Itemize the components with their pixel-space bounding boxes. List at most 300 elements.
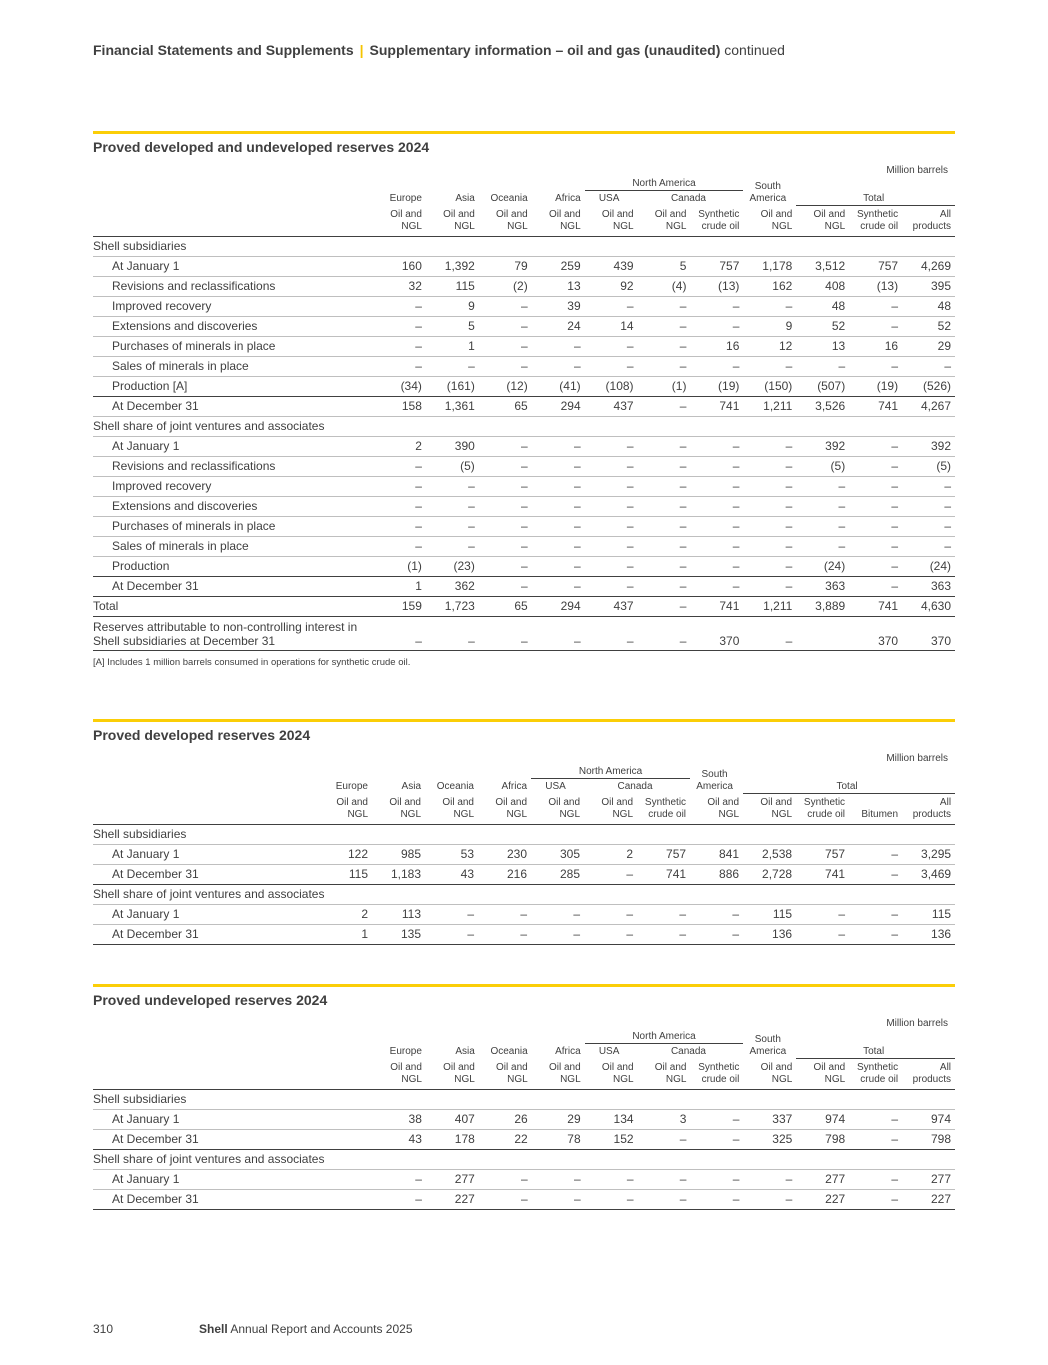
- table-cell: –: [743, 436, 796, 456]
- header-row: [93, 176, 955, 191]
- table-cell: 1,178: [743, 256, 796, 276]
- row-label: [93, 844, 319, 864]
- table-cell: 325: [743, 1129, 796, 1149]
- row-label-text: At December 31: [112, 398, 199, 413]
- table-cell: –: [690, 516, 743, 536]
- table-cell: 2,538: [743, 844, 796, 864]
- table-cell: 3,469: [902, 864, 955, 884]
- table-cell: –: [690, 356, 743, 376]
- table-cell: 741: [690, 596, 743, 616]
- row-label: [93, 496, 373, 516]
- table-cell: –: [638, 296, 691, 316]
- table-cell: 294: [532, 396, 585, 416]
- table-cell: 741: [637, 864, 690, 884]
- row-label: [93, 256, 373, 276]
- header-type-line1: Oil and: [548, 1061, 581, 1073]
- header-type-line2: crude oil: [807, 808, 846, 820]
- row-label: [93, 316, 373, 336]
- table-cell: –: [690, 576, 743, 596]
- table-cell: –: [373, 476, 426, 496]
- row-label: [93, 236, 373, 256]
- table-row: [93, 616, 955, 650]
- table-cell: 1,183: [372, 864, 425, 884]
- row-label: [93, 1169, 373, 1189]
- units-label: Million barrels: [886, 1018, 948, 1029]
- table-cell: –: [690, 556, 743, 576]
- header-type-line1: Oil and: [760, 208, 793, 220]
- header-type-line2: crude oil: [860, 220, 899, 232]
- table-cell: (150): [743, 376, 796, 396]
- row-label-text: Sales of minerals in place: [112, 358, 249, 373]
- table-cell: 16: [690, 336, 743, 356]
- table-cell: 974: [902, 1109, 955, 1129]
- table-cell: –: [532, 1189, 585, 1209]
- row-label: [93, 296, 373, 316]
- header-row: [93, 764, 955, 779]
- table-cell: –: [743, 576, 796, 596]
- table-cell: 115: [426, 276, 479, 296]
- table-row: [93, 904, 955, 924]
- table-cell: 78: [532, 1129, 585, 1149]
- table-cell: 4,267: [902, 396, 955, 416]
- table-cell: –: [690, 904, 743, 924]
- table-cell: –: [796, 476, 849, 496]
- header-type-line1: Oil and: [601, 796, 634, 808]
- table-cell: 230: [478, 844, 531, 864]
- table-cell: –: [796, 356, 849, 376]
- table-cell: 4,269: [902, 256, 955, 276]
- table-cell: –: [638, 1189, 691, 1209]
- header-column-type: [319, 793, 372, 824]
- table-cell: –: [849, 436, 902, 456]
- table-cell: [796, 616, 849, 650]
- table-cell: 741: [796, 864, 849, 884]
- table-cell: 841: [690, 844, 743, 864]
- table-cell: –: [426, 616, 479, 650]
- table-row: [93, 256, 955, 276]
- table-cell: –: [743, 1169, 796, 1189]
- header-type-line1: Oil and: [654, 1061, 687, 1073]
- table-row: [93, 436, 955, 456]
- table-cell: 158: [373, 396, 426, 416]
- table-cell: (13): [690, 276, 743, 296]
- header-column-type: [479, 205, 532, 236]
- header-type-line2: NGL: [454, 1073, 475, 1085]
- table-cell: 362: [426, 576, 479, 596]
- header-type-line1: All: [939, 1061, 952, 1073]
- table-cell: –: [532, 556, 585, 576]
- header-type-line2: NGL: [560, 1073, 581, 1085]
- table-cell: (1): [373, 556, 426, 576]
- reserves-table: [93, 176, 955, 651]
- table-cell: –: [585, 1189, 638, 1209]
- table-cell: –: [743, 296, 796, 316]
- header-type-line1: Oil and: [389, 796, 421, 808]
- header-type-line1: Oil and: [760, 796, 793, 808]
- row-label-text: Shell share of joint ventures and associates: [93, 1151, 325, 1166]
- table-cell: (507): [796, 376, 849, 396]
- table-cell: –: [690, 1169, 743, 1189]
- header-type-line2: NGL: [559, 808, 581, 820]
- group-row: [93, 1149, 955, 1169]
- table-cell: 52: [796, 316, 849, 336]
- header-south-america: [743, 176, 796, 205]
- table-cell: 227: [796, 1189, 849, 1209]
- header-type-line1: Oil and: [813, 208, 846, 220]
- table-row: [93, 1169, 955, 1189]
- row-label: [93, 1149, 373, 1169]
- table-cell: –: [849, 456, 902, 476]
- header-column-type: [426, 1058, 479, 1089]
- header-type-line1: Synthetic: [698, 208, 740, 220]
- row-label-text-2: Shell subsidiaries at December 31: [93, 633, 276, 648]
- table-cell: 277: [902, 1169, 955, 1189]
- table-cell: 1: [319, 924, 372, 944]
- footer-brand: Shell: [199, 1322, 228, 1336]
- table-cell: 92: [585, 276, 638, 296]
- header-region: Europe: [389, 1046, 422, 1057]
- table-cell: 79: [479, 256, 532, 276]
- table-cell: –: [373, 1169, 426, 1189]
- table-cell: –: [690, 1129, 743, 1149]
- header-region: Asia: [455, 193, 475, 204]
- header-type-line1: Oil and: [443, 1061, 475, 1073]
- row-label-text: Improved recovery: [112, 478, 212, 493]
- header-type-line2: products: [912, 1073, 952, 1085]
- table-cell: –: [690, 456, 743, 476]
- header-column-type: [638, 205, 691, 236]
- section-title: Proved developed reserves 2024: [93, 727, 311, 743]
- row-label: [93, 576, 373, 596]
- table-cell: –: [585, 616, 638, 650]
- table-cell: –: [532, 616, 585, 650]
- table-cell: –: [532, 336, 585, 356]
- table-cell: 285: [531, 864, 584, 884]
- table-cell: –: [638, 576, 691, 596]
- header-type-line2: NGL: [507, 220, 528, 232]
- row-label-text: At December 31: [112, 578, 199, 593]
- table-cell: –: [743, 456, 796, 476]
- table-cell: 113: [372, 904, 425, 924]
- row-label: [93, 536, 373, 556]
- table-cell: –: [479, 456, 532, 476]
- header-column-type: [849, 793, 902, 824]
- table-row: [93, 336, 955, 356]
- header-usa: USA: [545, 781, 566, 792]
- section-rule: [93, 719, 955, 722]
- table-cell: –: [585, 516, 638, 536]
- header-column-type: [638, 1058, 691, 1089]
- table-cell: 136: [743, 924, 796, 944]
- table-cell: 437: [585, 596, 638, 616]
- table-cell: –: [638, 556, 691, 576]
- table-cell: 43: [373, 1129, 426, 1149]
- header-type-line2: NGL: [771, 1073, 793, 1085]
- header-type-line1: Synthetic: [698, 1061, 740, 1073]
- header-type-line1: All: [939, 796, 952, 808]
- table-cell: –: [373, 1189, 426, 1209]
- header-total: Total: [743, 779, 955, 794]
- table-cell: 277: [426, 1169, 479, 1189]
- table-cell: 370: [690, 616, 743, 650]
- header-type-line2: NGL: [612, 1073, 634, 1085]
- table-cell: –: [690, 1189, 743, 1209]
- header-row: [93, 1029, 955, 1044]
- header-type-line1: Oil and: [548, 208, 581, 220]
- header-column-type: [532, 1058, 585, 1089]
- table-cell: –: [902, 356, 955, 376]
- header-type-line1: Synthetic: [856, 1061, 899, 1073]
- table-cell: –: [743, 1189, 796, 1209]
- table-cell: 2,728: [743, 864, 796, 884]
- table-cell: –: [531, 904, 584, 924]
- table-cell: 12: [743, 336, 796, 356]
- table-cell: –: [743, 356, 796, 376]
- header-total: Total: [796, 191, 955, 206]
- table-row: [93, 556, 955, 576]
- header-type-line2: products: [912, 808, 952, 820]
- table-cell: 757: [637, 844, 690, 864]
- group-row: [93, 236, 955, 256]
- header-type-line2: NGL: [771, 220, 793, 232]
- table-cell: –: [743, 556, 796, 576]
- table-cell: 26: [479, 1109, 532, 1129]
- header-region: Oceania: [436, 781, 474, 792]
- header-region: Oceania: [490, 193, 528, 204]
- row-label: [93, 336, 373, 356]
- header-column-type: [478, 793, 531, 824]
- header-column-type: [531, 793, 584, 824]
- table-cell: –: [479, 536, 532, 556]
- reserves-table: [93, 1029, 955, 1210]
- table-cell: 2: [373, 436, 426, 456]
- header-row: [93, 1044, 955, 1059]
- header-type-line2: NGL: [507, 1073, 528, 1085]
- row-label: [93, 616, 373, 650]
- header-column-type: [796, 793, 849, 824]
- table-row: [93, 1189, 955, 1209]
- header-column-type: [902, 793, 955, 824]
- header-north-america: North America: [585, 176, 744, 191]
- header-north-america: North America: [531, 764, 690, 779]
- table-row: [93, 296, 955, 316]
- reserves-table: [93, 764, 955, 945]
- table-cell: –: [585, 336, 638, 356]
- header-column-type: [585, 205, 638, 236]
- table-cell: –: [532, 576, 585, 596]
- table-cell: –: [690, 436, 743, 456]
- header-row: [93, 205, 955, 236]
- table-cell: –: [849, 476, 902, 496]
- section-title: Proved undeveloped reserves 2024: [93, 992, 328, 1008]
- table-cell: –: [373, 316, 426, 336]
- table-cell: –: [532, 1169, 585, 1189]
- header-type-line2: NGL: [453, 808, 474, 820]
- header-type-line2: NGL: [347, 808, 368, 820]
- table-cell: –: [478, 904, 531, 924]
- header-type-line2: NGL: [401, 220, 422, 232]
- table-cell: –: [743, 516, 796, 536]
- table-cell: (2): [479, 276, 532, 296]
- header-column-type: [373, 1058, 426, 1089]
- table-cell: 392: [902, 436, 955, 456]
- table-cell: –: [638, 316, 691, 336]
- header-type-line2: NGL: [824, 220, 846, 232]
- table-cell: (24): [796, 556, 849, 576]
- header-column-type: [690, 793, 743, 824]
- table-cell: (5): [902, 456, 955, 476]
- row-label-text: Shell subsidiaries: [93, 238, 187, 253]
- table-cell: –: [479, 316, 532, 336]
- table-cell: –: [479, 556, 532, 576]
- table-cell: 1,392: [426, 256, 479, 276]
- row-label: [93, 436, 373, 456]
- table-cell: –: [532, 496, 585, 516]
- header-continued: continued: [724, 42, 785, 58]
- table-cell: –: [638, 456, 691, 476]
- table-cell: 1,361: [426, 396, 479, 416]
- row-label-text: At January 1: [112, 906, 180, 921]
- header-type-line1: Oil and: [336, 796, 368, 808]
- header-column-type: [426, 205, 479, 236]
- page-number: 310: [93, 1322, 114, 1336]
- table-cell: 757: [690, 256, 743, 276]
- header-type-line1: Oil and: [496, 208, 528, 220]
- table-cell: 798: [902, 1129, 955, 1149]
- table-row: [93, 1109, 955, 1129]
- header-south-line2: America: [749, 193, 787, 204]
- section-title: Proved developed and undeveloped reserves 2024: [93, 139, 430, 155]
- row-label-text: Shell subsidiaries: [93, 1091, 187, 1106]
- row-label-text: Shell share of joint ventures and associates: [93, 886, 325, 901]
- table-cell: –: [849, 1109, 902, 1129]
- row-label: [93, 516, 373, 536]
- table-cell: 392: [796, 436, 849, 456]
- table-cell: –: [796, 496, 849, 516]
- footer-report: Annual Report and Accounts 2025: [230, 1322, 413, 1336]
- table-cell: –: [426, 356, 479, 376]
- row-label-text: Improved recovery: [112, 298, 212, 313]
- table-cell: 363: [796, 576, 849, 596]
- table-cell: –: [902, 476, 955, 496]
- table-cell: –: [373, 356, 426, 376]
- table-cell: –: [584, 904, 637, 924]
- table-cell: 3,295: [902, 844, 955, 864]
- table-row: [93, 276, 955, 296]
- table-row: [93, 596, 955, 616]
- header-south-america: [690, 764, 743, 793]
- header-type-line2: NGL: [612, 220, 634, 232]
- table-cell: 122: [319, 844, 372, 864]
- row-label: [93, 376, 373, 396]
- header-separator: |: [359, 42, 364, 58]
- header-type-line1: Oil and: [390, 208, 422, 220]
- header-column-type: [584, 793, 637, 824]
- table-cell: –: [585, 356, 638, 376]
- table-cell: 14: [585, 316, 638, 336]
- table-cell: 159: [373, 596, 426, 616]
- header-column-type: [743, 793, 796, 824]
- table-cell: 9: [743, 316, 796, 336]
- table-cell: –: [849, 924, 902, 944]
- table-cell: 53: [425, 844, 478, 864]
- table-cell: –: [637, 904, 690, 924]
- table-cell: –: [743, 536, 796, 556]
- table-cell: 152: [585, 1129, 638, 1149]
- table-cell: –: [479, 1189, 532, 1209]
- row-label-text: Extensions and discoveries: [112, 498, 258, 513]
- header-column-type: [902, 205, 955, 236]
- header-column-type: [373, 205, 426, 236]
- table-cell: –: [690, 476, 743, 496]
- table-cell: 39: [532, 296, 585, 316]
- header-column-type: [372, 793, 425, 824]
- row-label-text: Revisions and reclassifications: [112, 458, 276, 473]
- table-cell: –: [849, 1189, 902, 1209]
- section-undeveloped: [93, 984, 955, 1210]
- table-cell: 305: [531, 844, 584, 864]
- table-cell: 38: [373, 1109, 426, 1129]
- table-cell: –: [479, 496, 532, 516]
- table-cell: –: [849, 536, 902, 556]
- header-region: Africa: [555, 1046, 581, 1057]
- table-cell: 277: [796, 1169, 849, 1189]
- header-south-line1: South: [701, 769, 728, 780]
- header-type-line2: crude oil: [701, 220, 740, 232]
- table-cell: 160: [373, 256, 426, 276]
- table-cell: –: [373, 336, 426, 356]
- table-cell: (23): [426, 556, 479, 576]
- header-row: [93, 779, 955, 794]
- footnote: [A] Includes 1 million barrels consumed in operations for synthetic crude oil.: [93, 656, 411, 668]
- table-cell: –: [638, 496, 691, 516]
- table-cell: –: [426, 536, 479, 556]
- table-cell: –: [585, 296, 638, 316]
- units-label: Million barrels: [886, 753, 948, 764]
- table-cell: –: [532, 536, 585, 556]
- row-label-text: At January 1: [112, 258, 180, 273]
- row-label: [93, 924, 319, 944]
- table-cell: –: [584, 924, 637, 944]
- header-type-line1: Oil and: [601, 208, 634, 220]
- row-label: [93, 884, 325, 904]
- header-type-line1: Oil and: [495, 796, 528, 808]
- table-cell: –: [479, 356, 532, 376]
- header-column-type: [637, 793, 690, 824]
- header-type-line2: products: [912, 220, 952, 232]
- table-cell: –: [690, 536, 743, 556]
- header-type-line2: NGL: [718, 808, 740, 820]
- table-cell: (19): [690, 376, 743, 396]
- table-row: [93, 1129, 955, 1149]
- table-row: [93, 396, 955, 416]
- group-row: [93, 416, 955, 436]
- table-cell: –: [638, 356, 691, 376]
- header-section: Financial Statements and Supplements: [93, 42, 354, 58]
- section-developed: [93, 719, 955, 945]
- table-cell: 48: [902, 296, 955, 316]
- table-cell: 3: [638, 1109, 691, 1129]
- table-cell: 9: [426, 296, 479, 316]
- table-cell: 136: [902, 924, 955, 944]
- table-cell: –: [849, 1169, 902, 1189]
- row-label-text: Production [A]: [112, 378, 188, 393]
- table-cell: –: [479, 336, 532, 356]
- table-cell: (19): [849, 376, 902, 396]
- row-label: [93, 1129, 373, 1149]
- table-cell: –: [426, 496, 479, 516]
- table-cell: 227: [426, 1189, 479, 1209]
